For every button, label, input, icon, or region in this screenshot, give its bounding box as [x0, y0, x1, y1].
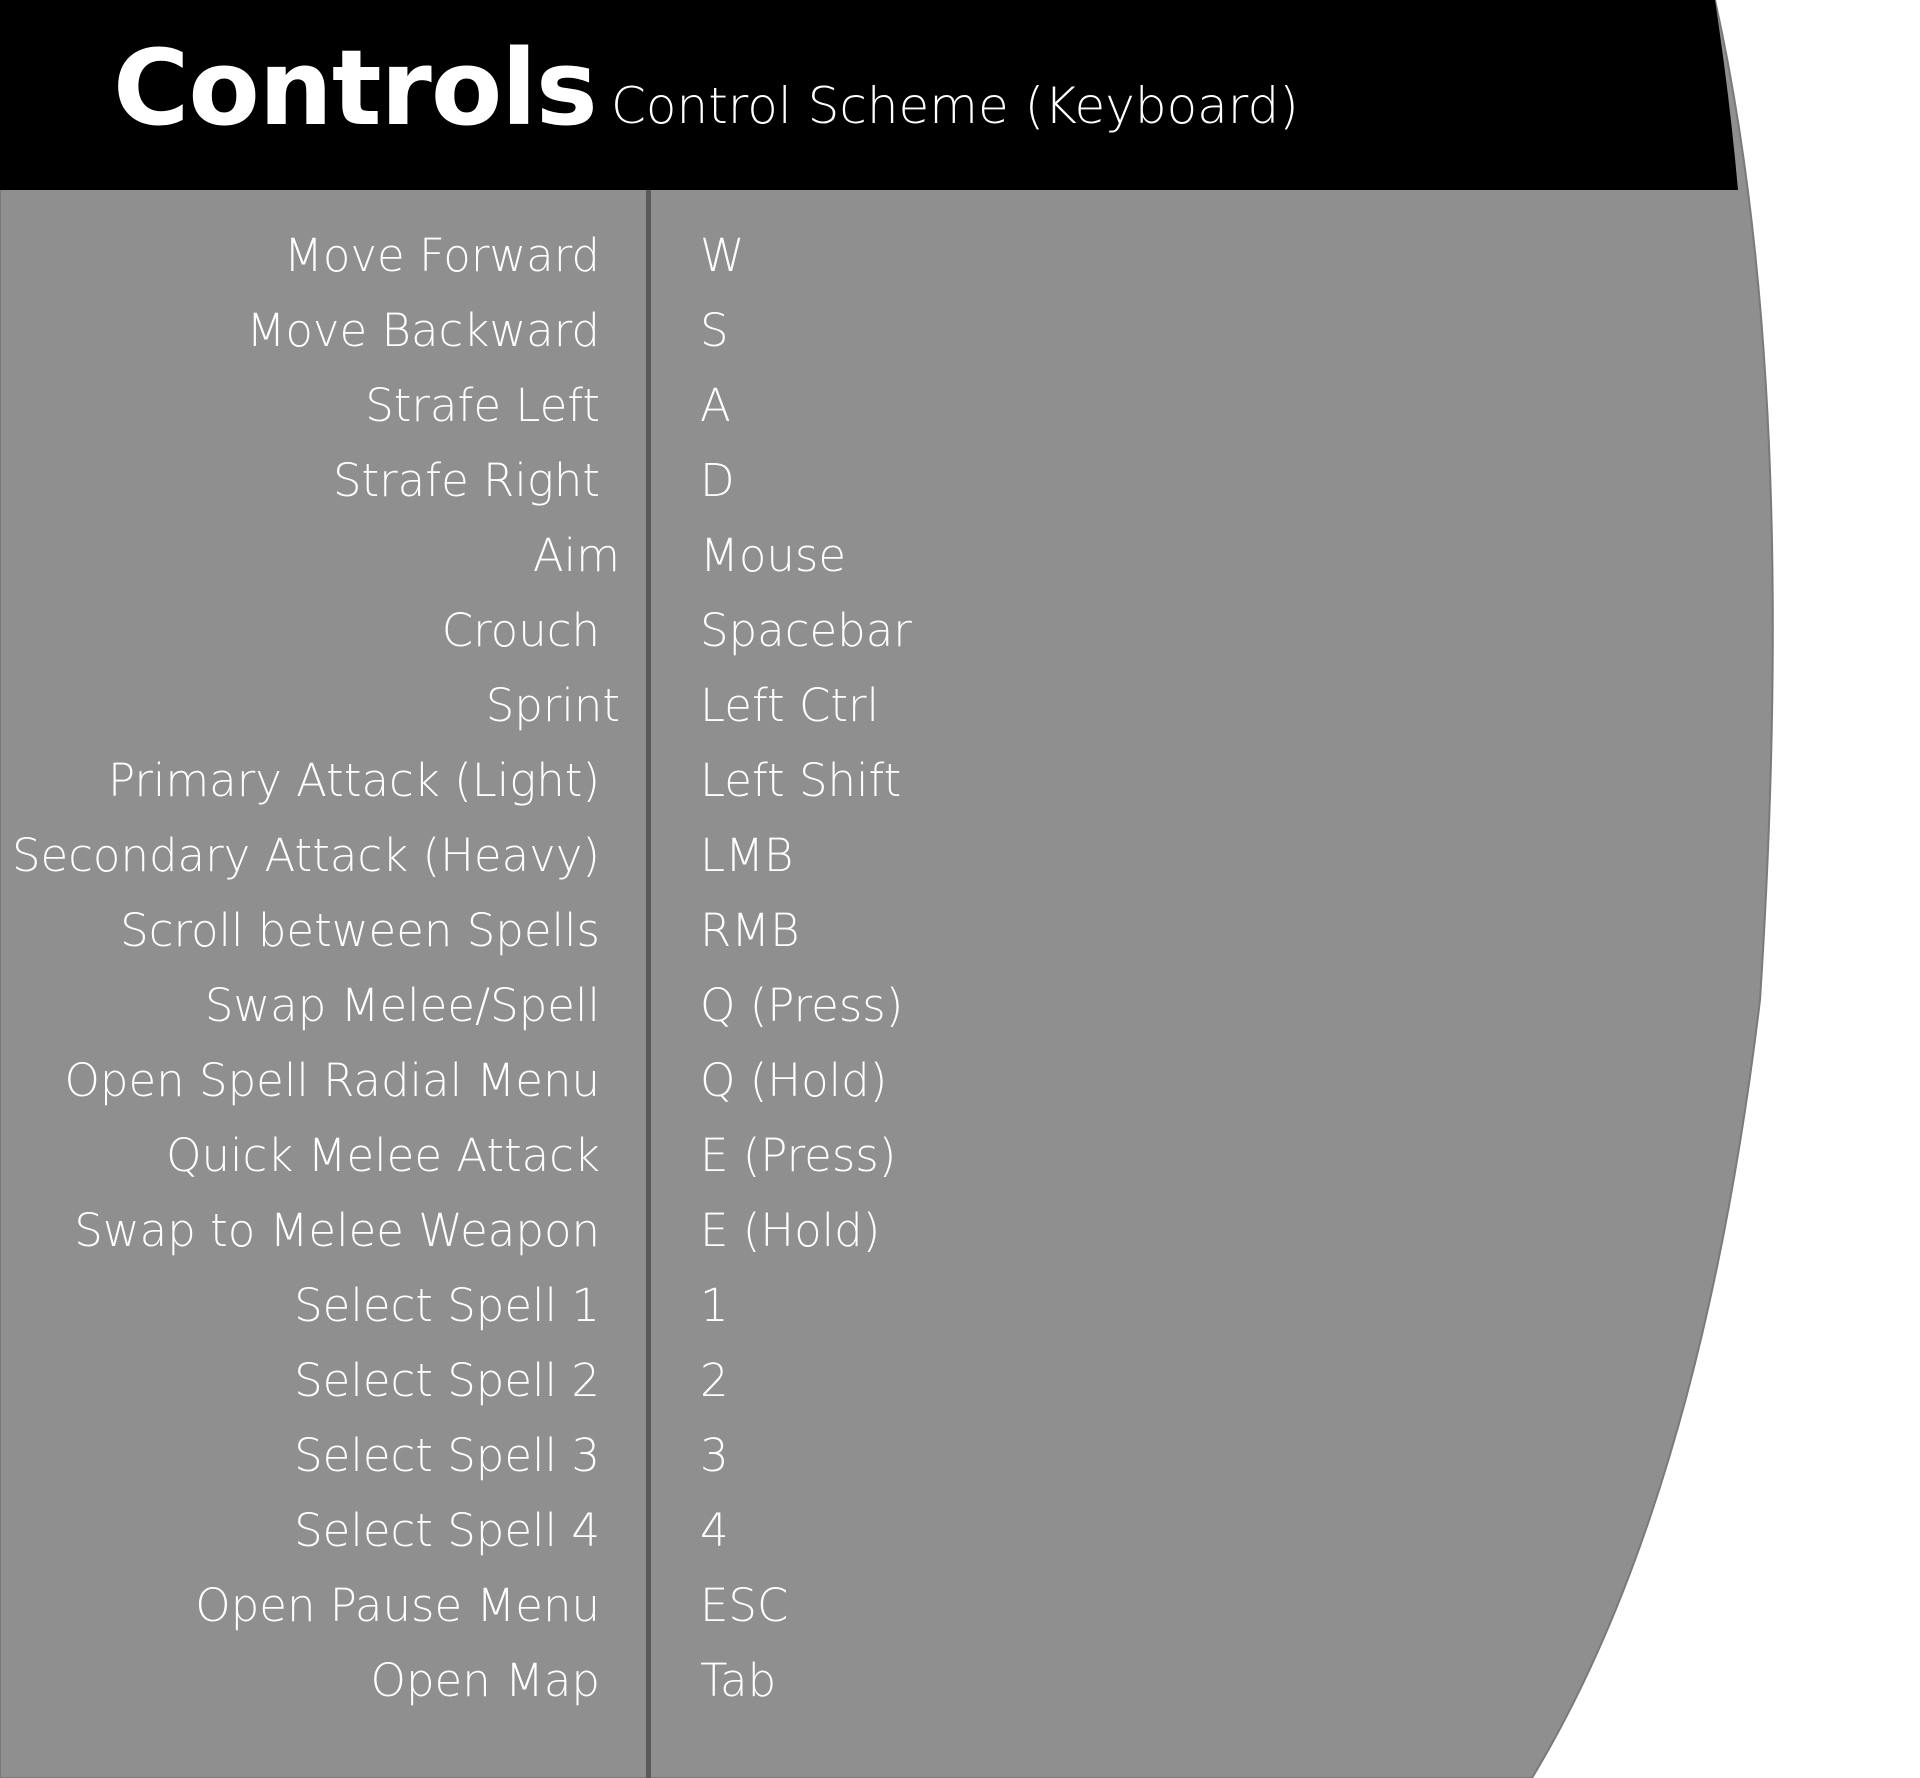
key-label: 1 [700, 1279, 729, 1332]
binding-row[interactable] [0, 818, 1200, 893]
binding-row[interactable] [0, 743, 1200, 818]
action-label: Select Spell 2 [294, 1354, 600, 1407]
action-label: Aim [532, 529, 620, 582]
binding-row[interactable] [0, 293, 1200, 368]
key-label: LMB [700, 829, 794, 882]
action-label: Move Backward [246, 304, 600, 357]
key-label: E (Hold) [700, 1204, 881, 1257]
binding-row[interactable] [0, 218, 1200, 293]
action-label: Quick Melee Attack [166, 1129, 600, 1182]
control-scheme-label: Control Scheme (Keyboard) [611, 77, 1299, 135]
binding-row[interactable] [0, 1343, 1200, 1418]
action-label: Strafe Left [365, 379, 600, 432]
key-label: 2 [700, 1354, 729, 1407]
key-label: E (Press) [700, 1129, 897, 1182]
key-label: Q (Press) [700, 979, 904, 1032]
binding-row[interactable] [0, 1043, 1200, 1118]
action-label: Open Spell Radial Menu [64, 1054, 600, 1107]
binding-row[interactable] [0, 968, 1200, 1043]
key-label: ESC [700, 1579, 789, 1632]
binding-row[interactable] [0, 668, 1200, 743]
binding-row[interactable] [0, 1193, 1200, 1268]
action-label: Secondary Attack (Heavy) [11, 829, 600, 882]
binding-row[interactable] [0, 893, 1200, 968]
key-label: Spacebar [700, 604, 912, 657]
key-label: S [700, 304, 729, 357]
binding-row[interactable] [0, 1268, 1200, 1343]
action-label: Open Pause Menu [195, 1579, 600, 1632]
action-label: Select Spell 4 [294, 1504, 600, 1557]
key-label: W [700, 229, 745, 282]
key-label: 3 [700, 1429, 729, 1482]
page-title: Controls [113, 27, 597, 149]
action-label: Swap to Melee Weapon [74, 1204, 600, 1257]
action-label: Strafe Right [332, 454, 600, 507]
action-label: Swap Melee/Spell [204, 979, 600, 1032]
key-label: Q (Hold) [700, 1054, 888, 1107]
action-label: Crouch [441, 604, 600, 657]
key-label: Tab [700, 1654, 777, 1707]
bindings-list [0, 218, 1200, 1718]
binding-row[interactable] [0, 443, 1200, 518]
action-label: Sprint [485, 679, 620, 732]
binding-row[interactable] [0, 368, 1200, 443]
key-label: D [700, 454, 735, 507]
action-label: Select Spell 3 [294, 1429, 600, 1482]
key-label: RMB [700, 904, 800, 957]
binding-row[interactable] [0, 1118, 1200, 1193]
key-label: Left Shift [700, 754, 902, 807]
binding-row[interactable] [0, 1643, 1200, 1718]
action-label: Select Spell 1 [294, 1279, 600, 1332]
binding-row[interactable] [0, 518, 1200, 593]
key-label: A [700, 379, 731, 432]
action-label: Open Map [370, 1654, 600, 1707]
key-label: Mouse [700, 529, 847, 582]
action-label: Move Forward [284, 229, 600, 282]
key-label: 4 [700, 1504, 729, 1557]
action-label: Primary Attack (Light) [107, 754, 600, 807]
binding-row[interactable] [0, 593, 1200, 668]
action-label: Scroll between Spells [120, 904, 600, 957]
key-label: Left Ctrl [700, 679, 880, 732]
binding-row[interactable] [0, 1493, 1200, 1568]
binding-row[interactable] [0, 1418, 1200, 1493]
binding-row[interactable] [0, 1568, 1200, 1643]
